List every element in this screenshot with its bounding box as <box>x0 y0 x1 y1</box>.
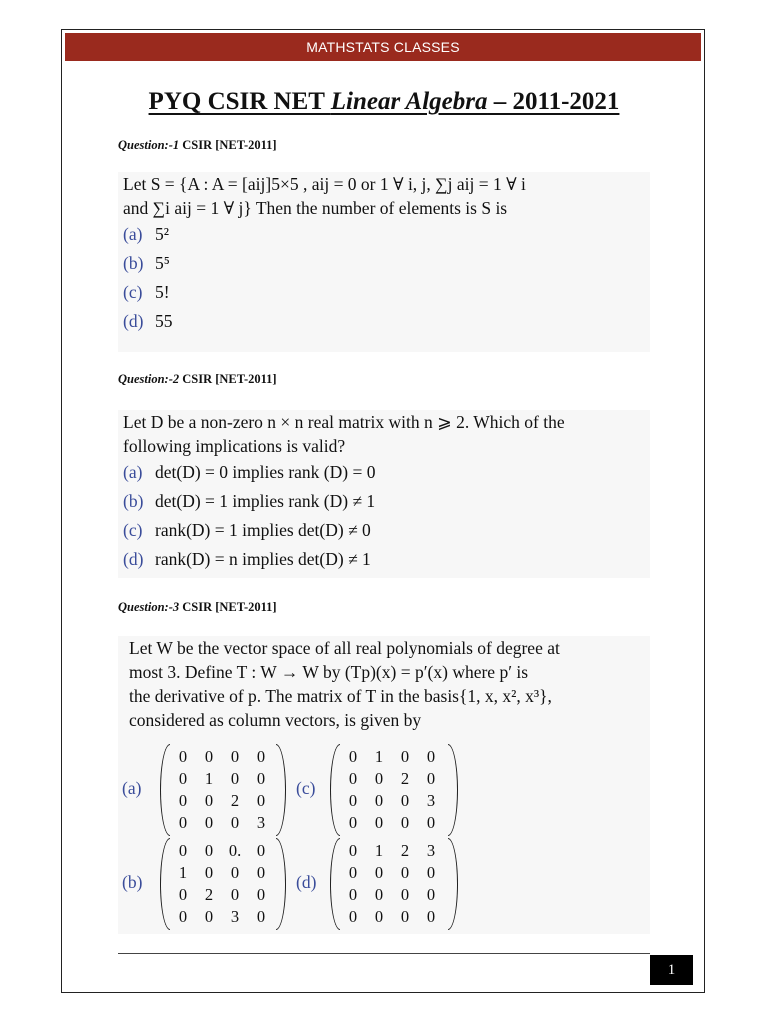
matrix-cell: 0 <box>204 791 214 810</box>
right-paren-icon <box>276 838 286 930</box>
matrix-cell: 0 <box>178 885 188 904</box>
matrix-cell: 0 <box>400 907 410 926</box>
matrix-cell: 0 <box>178 791 188 810</box>
question-1-option-a: (a) 5² <box>123 224 169 244</box>
matrix-cell: 0 <box>178 907 188 926</box>
matrix-cell: 0 <box>374 907 384 926</box>
left-paren-icon <box>330 838 340 930</box>
matrix-cell: 0 <box>374 813 384 832</box>
matrix-row <box>340 812 444 834</box>
matrix-row <box>340 862 444 884</box>
right-paren-icon <box>448 744 458 836</box>
title-prefix: PYQ CSIR NET <box>148 88 331 115</box>
matrix-cell: 0 <box>204 863 214 882</box>
matrix-row <box>170 746 274 768</box>
matrix-cell: 0 <box>256 841 266 860</box>
matrix-option-d: (d) 0 1 2 3 0 0 0 0 0 0 0 0 0 0 0 0 <box>292 836 472 932</box>
matrix-cell: 3 <box>426 841 436 860</box>
question-2-option-a: (a) det(D) = 0 implies rank (D) = 0 <box>123 462 376 482</box>
question-1-option-b: (b) 5⁵ <box>123 253 170 273</box>
matrix-cell: 0 <box>178 769 188 788</box>
matrix-cell: 3 <box>230 907 240 926</box>
matrix-cell: 0 <box>348 885 358 904</box>
question-1-block <box>118 172 650 352</box>
matrix-cell: 0 <box>400 791 410 810</box>
matrix-cell: 0 <box>374 885 384 904</box>
matrix-cell: 0 <box>426 863 436 882</box>
title-suffix: – 2011-2021 <box>487 88 620 115</box>
matrix-cell: 0 <box>204 841 214 860</box>
question-1-label: Question:-1 CSIR [NET-2011] <box>118 138 277 152</box>
question-2-block <box>118 410 650 578</box>
matrix-option-a: (a) 0 0 0 0 0 1 0 0 0 0 2 0 0 0 0 3 <box>118 742 298 838</box>
matrix-row <box>340 884 444 906</box>
matrix-row <box>170 812 274 834</box>
matrix-cell: 0 <box>374 863 384 882</box>
matrix-cell: 3 <box>426 791 436 810</box>
matrix-b-table <box>170 840 274 928</box>
matrix-c-table <box>340 746 444 834</box>
matrix-cell: 2 <box>230 791 240 810</box>
document-title <box>0 88 768 116</box>
matrix-cell: 0 <box>178 813 188 832</box>
matrix-cell: 0. <box>228 841 242 860</box>
matrix-cell: 0 <box>348 813 358 832</box>
left-paren-icon <box>160 744 170 836</box>
matrix-cell: 0 <box>374 791 384 810</box>
matrix-cell: 0 <box>348 907 358 926</box>
page-number: 1 <box>650 955 693 985</box>
left-paren-icon <box>330 744 340 836</box>
matrix-row <box>340 906 444 928</box>
matrix-cell: 0 <box>204 813 214 832</box>
matrix-cell: 1 <box>204 769 214 788</box>
matrix-cell: 0 <box>230 747 240 766</box>
right-paren-icon <box>448 838 458 930</box>
matrix-cell: 0 <box>256 747 266 766</box>
matrix-option-b: (b) 0 0 0. 0 1 0 0 0 0 2 0 0 0 0 3 0 <box>118 836 298 932</box>
matrix-cell: 0 <box>178 747 188 766</box>
matrix-cell: 2 <box>400 769 410 788</box>
matrix-cell: 0 <box>256 791 266 810</box>
left-paren-icon <box>160 838 170 930</box>
matrix-d-table <box>340 840 444 928</box>
matrix-cell: 0 <box>426 907 436 926</box>
question-3-label: Question:-3 CSIR [NET-2011] <box>118 600 277 614</box>
question-3-matrix-options <box>118 738 650 934</box>
matrix-a-table <box>170 746 274 834</box>
matrix-row <box>170 862 274 884</box>
matrix-option-c: (c) 0 1 0 0 0 0 2 0 0 0 0 3 0 0 0 0 <box>292 742 472 838</box>
matrix-row <box>170 768 274 790</box>
right-paren-icon <box>276 744 286 836</box>
question-2-stem-line-2: following implications is valid? <box>123 436 346 456</box>
matrix-row <box>170 790 274 812</box>
question-3-stem: Let W be the vector space of all real polynomials of degree at most 3. Define T : W → W by (Tp)(x) = p′(x) where p′ is the derivative of p. The matrix of T in the basis{1, x, x², x³}, considered as column vectors, is given by <box>118 636 650 738</box>
matrix-row <box>340 790 444 812</box>
question-2-stem-line-1: Let D be a non-zero n × n real matrix with n ⩾ 2. Which of the <box>123 412 565 432</box>
matrix-cell: 2 <box>204 885 214 904</box>
matrix-cell: 1 <box>374 747 384 766</box>
matrix-cell: 0 <box>178 841 188 860</box>
question-2-option-d: (d) rank(D) = n implies det(D) ≠ 1 <box>123 549 371 569</box>
matrix-row <box>340 768 444 790</box>
matrix-cell: 0 <box>400 747 410 766</box>
question-2-label: Question:-2 CSIR [NET-2011] <box>118 372 277 386</box>
matrix-cell: 0 <box>348 841 358 860</box>
matrix-cell: 1 <box>374 841 384 860</box>
matrix-cell: 0 <box>230 885 240 904</box>
matrix-cell: 0 <box>256 863 266 882</box>
matrix-cell: 0 <box>426 813 436 832</box>
question-2-option-b: (b) det(D) = 1 implies rank (D) ≠ 1 <box>123 491 376 511</box>
matrix-row <box>340 840 444 862</box>
matrix-row <box>170 906 274 928</box>
matrix-row <box>170 840 274 862</box>
matrix-cell: 2 <box>400 841 410 860</box>
matrix-cell: 0 <box>400 813 410 832</box>
matrix-cell: 0 <box>348 863 358 882</box>
question-1-option-d: (d) 55 <box>123 311 173 331</box>
question-1-option-c: (c) 5! <box>123 282 170 302</box>
header-band: MATHSTATS CLASSES <box>65 33 701 61</box>
matrix-cell: 0 <box>204 747 214 766</box>
matrix-cell: 0 <box>230 813 240 832</box>
matrix-cell: 0 <box>256 907 266 926</box>
matrix-cell: 0 <box>348 769 358 788</box>
matrix-row <box>340 746 444 768</box>
matrix-cell: 0 <box>348 791 358 810</box>
matrix-cell: 0 <box>230 863 240 882</box>
matrix-cell: 0 <box>348 747 358 766</box>
matrix-cell: 0 <box>426 769 436 788</box>
matrix-cell: 0 <box>426 747 436 766</box>
title-italic: Linear Algebra <box>330 88 488 115</box>
matrix-cell: 1 <box>178 863 188 882</box>
matrix-cell: 0 <box>256 885 266 904</box>
matrix-cell: 0 <box>230 769 240 788</box>
matrix-cell: 0 <box>204 907 214 926</box>
question-2-option-c: (c) rank(D) = 1 implies det(D) ≠ 0 <box>123 520 371 540</box>
matrix-cell: 0 <box>426 885 436 904</box>
matrix-cell: 0 <box>256 769 266 788</box>
matrix-cell: 0 <box>400 863 410 882</box>
matrix-cell: 0 <box>400 885 410 904</box>
question-1-stem-line-2: and ∑i aij = 1 ∀ j} Then the number of elements is S is <box>123 198 508 218</box>
question-1-stem-line-1: Let S = {A : A = [aij]5×5 , aij = 0 or 1 ∀ i, j, ∑j aij = 1 ∀ i <box>123 174 526 194</box>
matrix-cell: 0 <box>374 769 384 788</box>
footer-rule <box>118 953 650 954</box>
matrix-cell: 3 <box>256 813 266 832</box>
matrix-row <box>170 884 274 906</box>
